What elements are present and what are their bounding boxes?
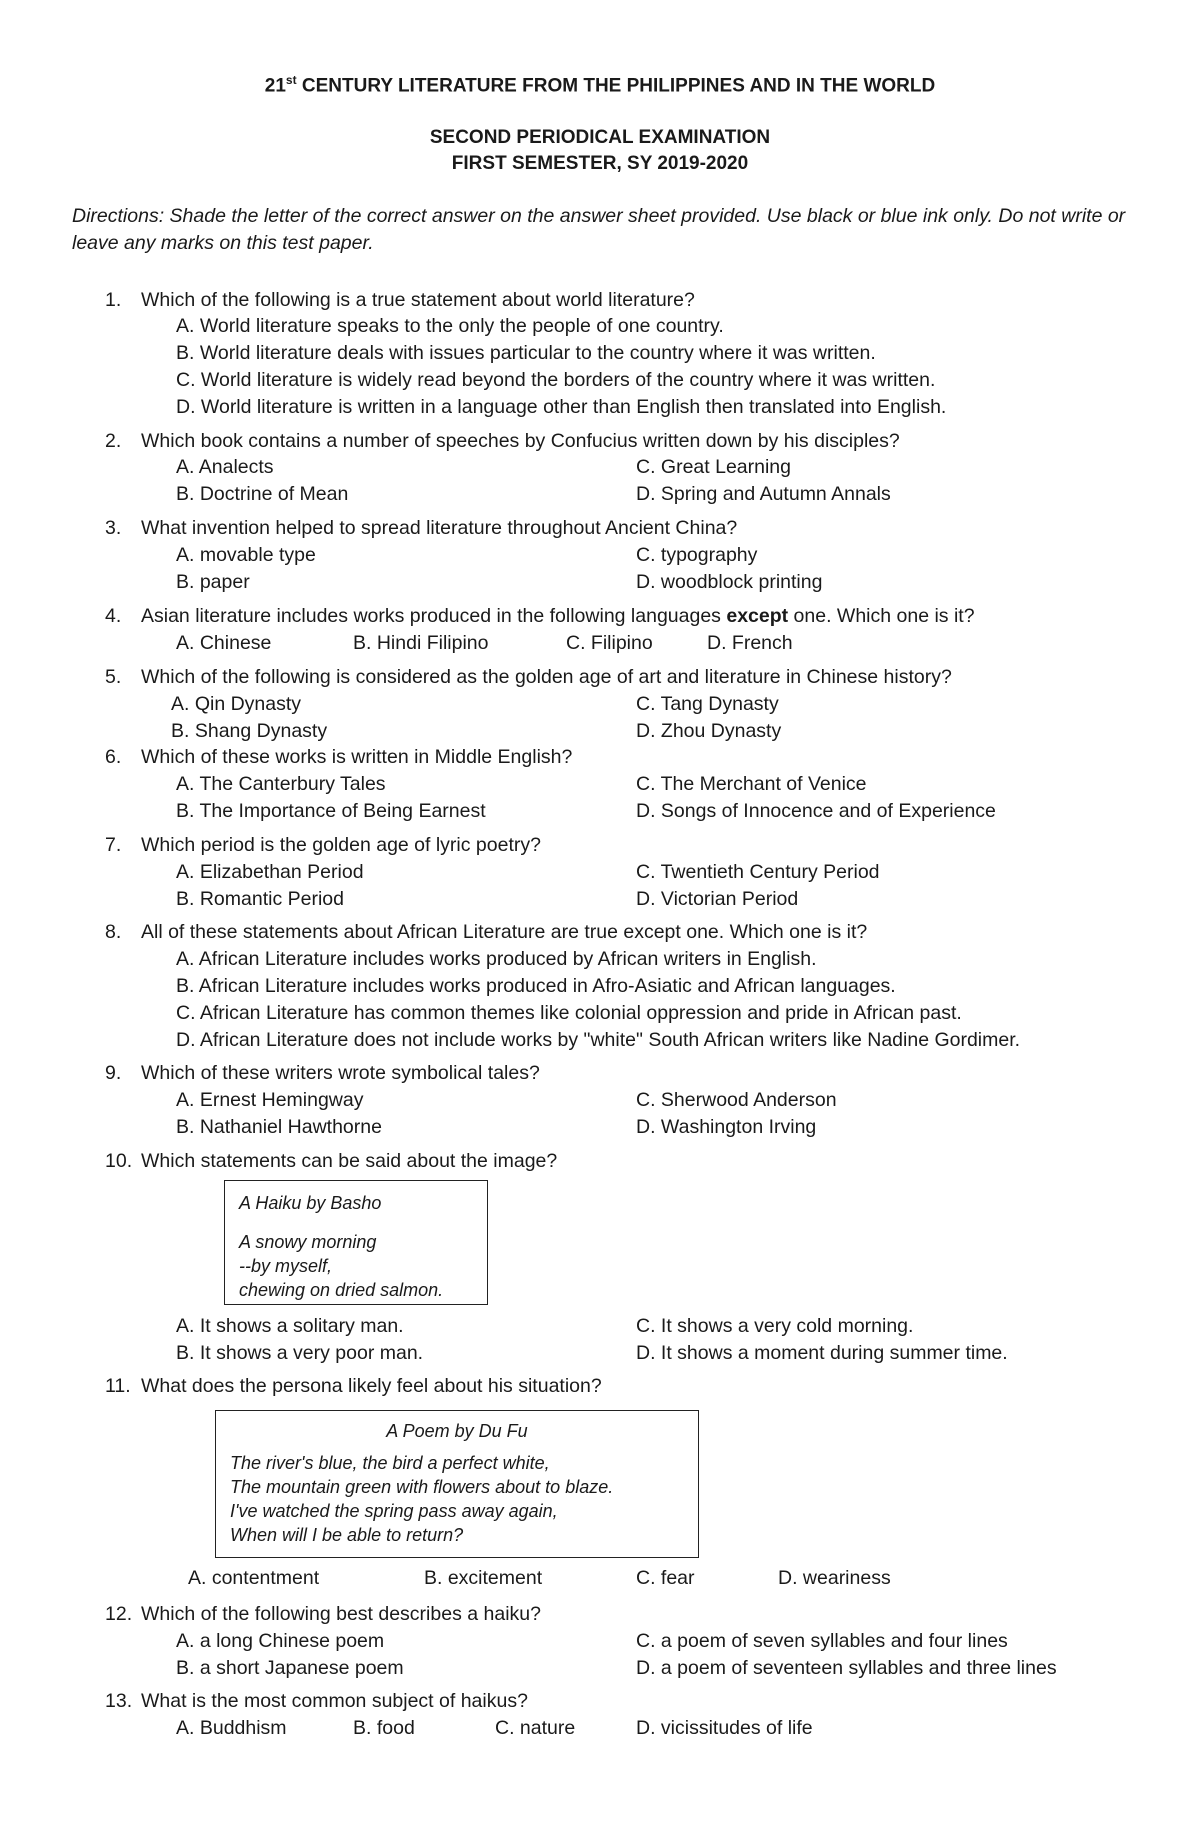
title-text: CENTURY LITERATURE FROM THE PHILIPPINES AND IN THE WORLD [301, 75, 936, 97]
poem-line: I've watched the spring pass away again, [230, 1501, 558, 1521]
choice-c: C. It shows a very cold morning. [636, 1315, 914, 1337]
haiku-line: --by myself, [239, 1256, 333, 1276]
choice-b: B. excitement [424, 1567, 543, 1589]
choice-c: C. The Merchant of Venice [636, 773, 867, 795]
choice-d: D. woodblock printing [636, 571, 823, 593]
poem-line: The mountain green with flowers about to blaze. [230, 1477, 614, 1497]
choice-a: A. contentment [188, 1567, 320, 1589]
question-number: 5. [105, 666, 122, 688]
question-number: 1. [105, 289, 122, 311]
choice-b: B. World literature deals with issues particular to the country where it was written. [176, 342, 876, 364]
document-title [0, 73, 1200, 97]
choice-a: A. Elizabethan Period [176, 861, 364, 883]
choice-a: A. World literature speaks to the only the people of one country. [176, 315, 724, 337]
choice-d: D. Songs of Innocence and of Experience [636, 800, 996, 822]
question-number: 8. [105, 921, 122, 943]
choice-a: A. a long Chinese poem [176, 1630, 385, 1652]
question-number: 11. [105, 1375, 131, 1397]
choice-d: D. French [707, 632, 793, 654]
choice-d: D. Victorian Period [636, 888, 799, 910]
choice-a: A. Qin Dynasty [171, 693, 302, 715]
question-text: What does the persona likely feel about his situation? [141, 1375, 602, 1397]
choice-d: D. Spring and Autumn Annals [636, 483, 891, 505]
choice-b: B. Hindi Filipino [353, 632, 489, 654]
choice-c: C. Sherwood Anderson [636, 1089, 837, 1111]
choice-c: C. typography [636, 544, 758, 566]
question-text-pre: Asian literature includes works produced in the following languages [141, 605, 727, 627]
question-number: 9. [105, 1062, 122, 1084]
question-number: 10. [105, 1150, 133, 1172]
question-number: 3. [105, 517, 122, 539]
choice-c: C. World literature is widely read beyond the borders of the country where it was written. [176, 369, 936, 391]
haiku-line: chewing on dried salmon. [239, 1280, 444, 1300]
choice-a: A. African Literature includes works produced by African writers in English. [176, 948, 817, 970]
choice-a: A. Ernest Hemingway [176, 1089, 364, 1111]
haiku-line: A snowy morning [239, 1232, 377, 1252]
question-text-emphasis: except [726, 605, 789, 627]
choice-b: B. food [353, 1717, 415, 1739]
choice-d: D. weariness [778, 1567, 891, 1589]
choice-a: A. Chinese [176, 632, 272, 654]
question-number: 6. [105, 746, 122, 768]
choice-d: D. It shows a moment during summer time. [636, 1342, 1008, 1364]
choice-d: D. World literature is written in a language other than English then translated into English. [176, 396, 947, 418]
choice-c: C. Great Learning [636, 456, 792, 478]
question-text: Which period is the golden age of lyric poetry? [141, 834, 541, 856]
poem-line: When will I be able to return? [230, 1525, 464, 1545]
choice-c: C. Filipino [566, 632, 653, 654]
choice-c: C. Tang Dynasty [636, 693, 779, 715]
choice-c: C. Twentieth Century Period [636, 861, 880, 883]
question-text: What is the most common subject of haikus? [141, 1690, 528, 1712]
choice-b: B. paper [176, 571, 250, 593]
question-number: 4. [105, 605, 122, 627]
choice-c: C. a poem of seven syllables and four lines [636, 1630, 1008, 1652]
question-text: Which of the following best describes a haiku? [141, 1603, 541, 1625]
choice-a: A. movable type [176, 544, 316, 566]
question-text: Which of these writers wrote symbolical tales? [141, 1062, 540, 1084]
question-number: 2. [105, 430, 122, 452]
haiku-title: A Haiku by Basho [239, 1193, 382, 1213]
choice-b: B. African Literature includes works produced in Afro-Asiatic and African languages. [176, 975, 896, 997]
question-number: 12. [105, 1603, 133, 1625]
exam-title: SECOND PERIODICAL EXAMINATION [429, 127, 771, 148]
choice-a: A. The Canterbury Tales [176, 773, 386, 795]
question-text: What invention helped to spread literature throughout Ancient China? [141, 517, 738, 539]
choice-b: B. The Importance of Being Earnest [176, 800, 486, 822]
choice-b: B. Shang Dynasty [171, 720, 328, 742]
semester-title: FIRST SEMESTER, SY 2019-2020 [451, 153, 749, 174]
choice-b: B. It shows a very poor man. [176, 1342, 424, 1364]
choice-b: B. Romantic Period [176, 888, 344, 910]
question-number: 7. [105, 834, 122, 856]
directions: Directions: Shade the letter of the correct answer on the answer sheet provided. Use black or blue ink only. Do not write or leave any marks on this test paper. [72, 205, 1126, 254]
question-text: Which book contains a number of speeches by Confucius written down by his disciples? [141, 430, 900, 452]
title-superscript: st [285, 73, 297, 87]
question-text: Which of the following is a true statement about world literature? [141, 289, 695, 311]
choice-a: A. Analects [176, 456, 274, 478]
choice-d: D. Washington Irving [636, 1116, 817, 1138]
haiku-box [224, 1180, 488, 1305]
choice-b: B. a short Japanese poem [176, 1657, 404, 1679]
question-number: 13. [105, 1690, 133, 1712]
poem-line: The river's blue, the bird a perfect white, [230, 1453, 550, 1473]
choice-d: D. African Literature does not include works by "white" South African writers like Nadine Gordimer. [176, 1029, 1021, 1051]
choice-a: A. Buddhism [176, 1717, 287, 1739]
question-text: All of these statements about African Literature are true except one. Which one is it? [141, 921, 868, 943]
choice-d: D. vicissitudes of life [636, 1717, 813, 1739]
question-text: Which of these works is written in Middle English? [141, 746, 573, 768]
poem-title: A Poem by Du Fu [386, 1421, 528, 1441]
choice-c: C. African Literature has common themes like colonial oppression and pride in African past. [176, 1002, 962, 1024]
question-text: Which statements can be said about the image? [141, 1150, 558, 1172]
question-text [141, 605, 975, 628]
choice-d: D. Zhou Dynasty [636, 720, 782, 742]
question-text-post: one. Which one is it? [788, 605, 975, 627]
question-text: Which of the following is considered as the golden age of art and literature in Chinese history? [141, 666, 952, 688]
choice-b: B. Nathaniel Hawthorne [176, 1116, 382, 1138]
title-number: 21 [264, 75, 286, 97]
choice-c: C. fear [636, 1567, 695, 1589]
choice-c: C. nature [495, 1717, 576, 1739]
choice-a: A. It shows a solitary man. [176, 1315, 404, 1337]
choice-b: B. Doctrine of Mean [176, 483, 349, 505]
poem-box [215, 1410, 699, 1558]
choice-d: D. a poem of seventeen syllables and three lines [636, 1657, 1057, 1679]
